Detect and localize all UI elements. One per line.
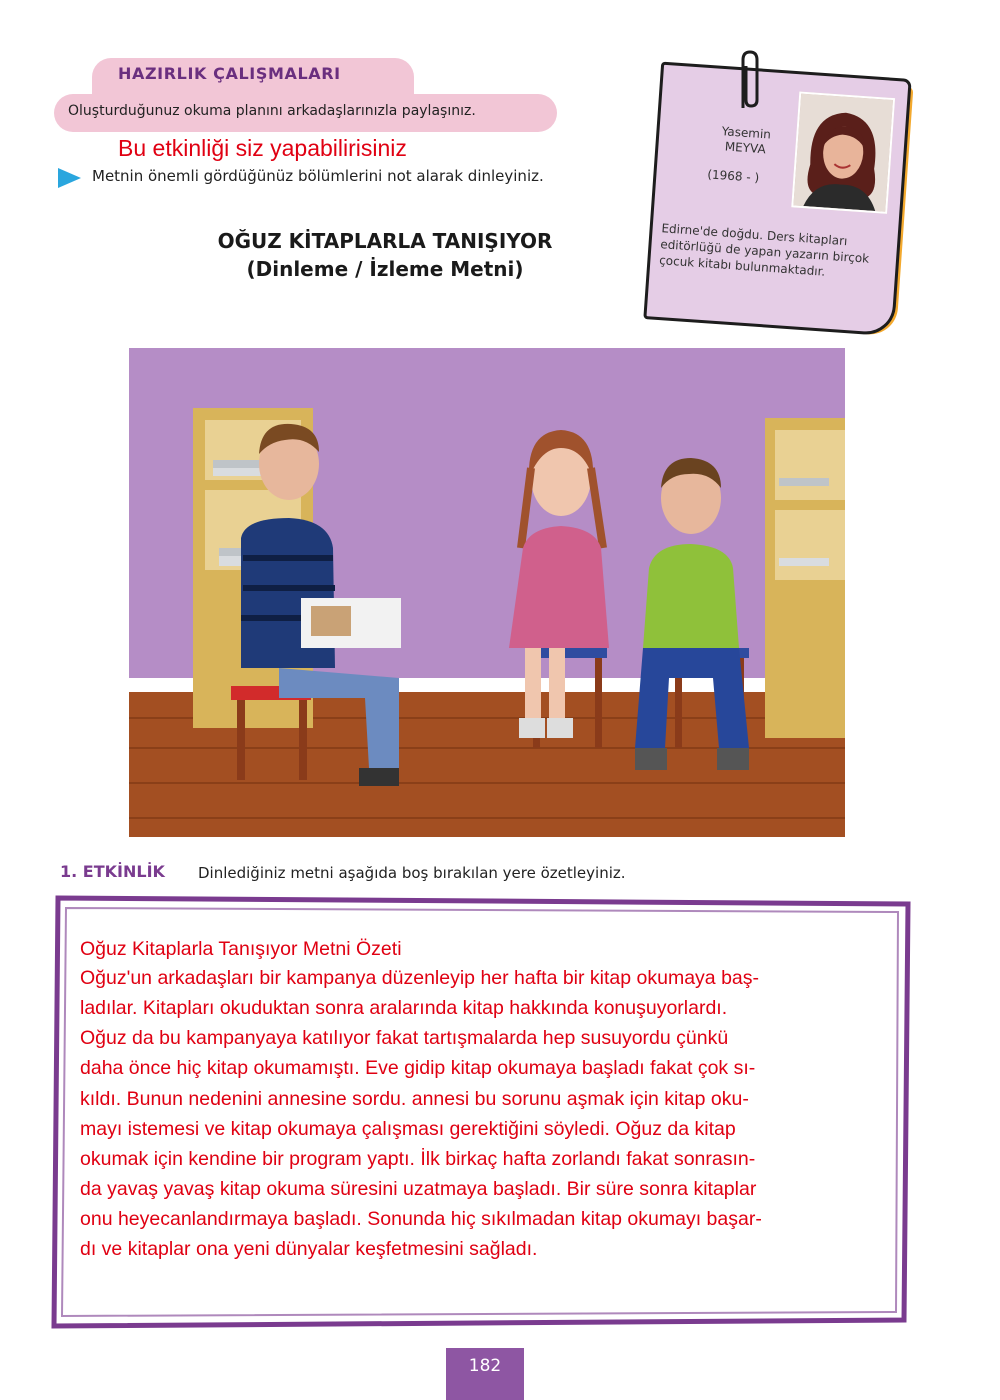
answer-line: dı ve kitaplar ona yeni dünyalar keşfetmesini sağladı. — [80, 1238, 538, 1260]
handwritten-note: Bu etkinliği siz yapabilirisiniz — [118, 135, 407, 161]
answer-line: onu heyecanlandırmaya başladı. Sonunda hiç sıkılmadan kitap okumayı başar- — [80, 1208, 762, 1230]
answer-line: Oğuz da bu kampanyaya katılıyor fakat tartışmalarda hep susuyordu çünkü — [80, 1027, 729, 1049]
author-name — [705, 123, 787, 159]
author-note-content — [644, 62, 906, 330]
story-heading — [160, 227, 610, 283]
answer-line: daha önce hiç kitap okumamıştı. Eve gidip kitap okumaya başladı fakat çok sı- — [80, 1057, 756, 1079]
author-photo — [791, 91, 895, 213]
story-subtitle: (Dinleme / İzleme Metni) — [246, 257, 524, 281]
paperclip-icon — [735, 48, 765, 118]
prep-text: Oluşturduğunuz okuma planını arkadaşlarınızla paylaşınız. — [68, 103, 476, 119]
answer-line: da yavaş yavaş kitap okuma süresini uzatmaya başladı. Bir süre sonra kitaplar — [80, 1178, 757, 1200]
author-years: (1968 - ) — [706, 167, 760, 185]
answer-line: okumak için kendine bir program yaptı. İlk birkaç hafta zorlandı fakat sonrasın- — [80, 1148, 756, 1170]
answer-line: kıldı. Bunun nedenini annesine sordu. annesi bu sorunu aşmak için kitap oku- — [80, 1088, 749, 1110]
answer-title: Oğuz Kitaplarla Tanışıyor Metni Özeti — [80, 938, 402, 960]
answer-line: Oğuz'un arkadaşları bir kampanya düzenleyip her hafta bir kitap okumaya baş- — [80, 967, 760, 989]
play-arrow-icon — [58, 168, 81, 188]
exercise-label: 1. ETKİNLİK — [60, 862, 165, 881]
page-number: 182 — [468, 1356, 502, 1376]
author-first-name: Yasemin — [721, 124, 772, 142]
author-bio: Edirne'de doğdu. Ders kitapları editörlüğü de yapan yazarın birçok çocuk kitabı bulunmaktadır. — [658, 221, 870, 279]
answer-line: ladılar. Kitapları okuduktan sonra aralarında kitap hakkında konuşuyorlardı. — [80, 997, 728, 1019]
listening-instruction: Metnin önemli gördüğünüz bölümlerini not alarak dinleyiniz. — [92, 167, 544, 185]
prep-title: HAZIRLIK ÇALIŞMALARI — [118, 64, 341, 83]
story-illustration — [129, 348, 845, 837]
answer-line: mayı istemesi ve kitap okumaya çalışması gerektiğini söyledi. Oğuz da kitap — [80, 1118, 736, 1140]
author-portrait-icon — [793, 94, 893, 212]
story-title: OĞUZ KİTAPLARLA TANIŞIYOR — [217, 229, 553, 253]
author-last-name: MEYVA — [724, 139, 767, 157]
exercise-instruction: Dinlediğiniz metni aşağıda boş bırakılan yere özetleyiniz. — [198, 864, 626, 882]
